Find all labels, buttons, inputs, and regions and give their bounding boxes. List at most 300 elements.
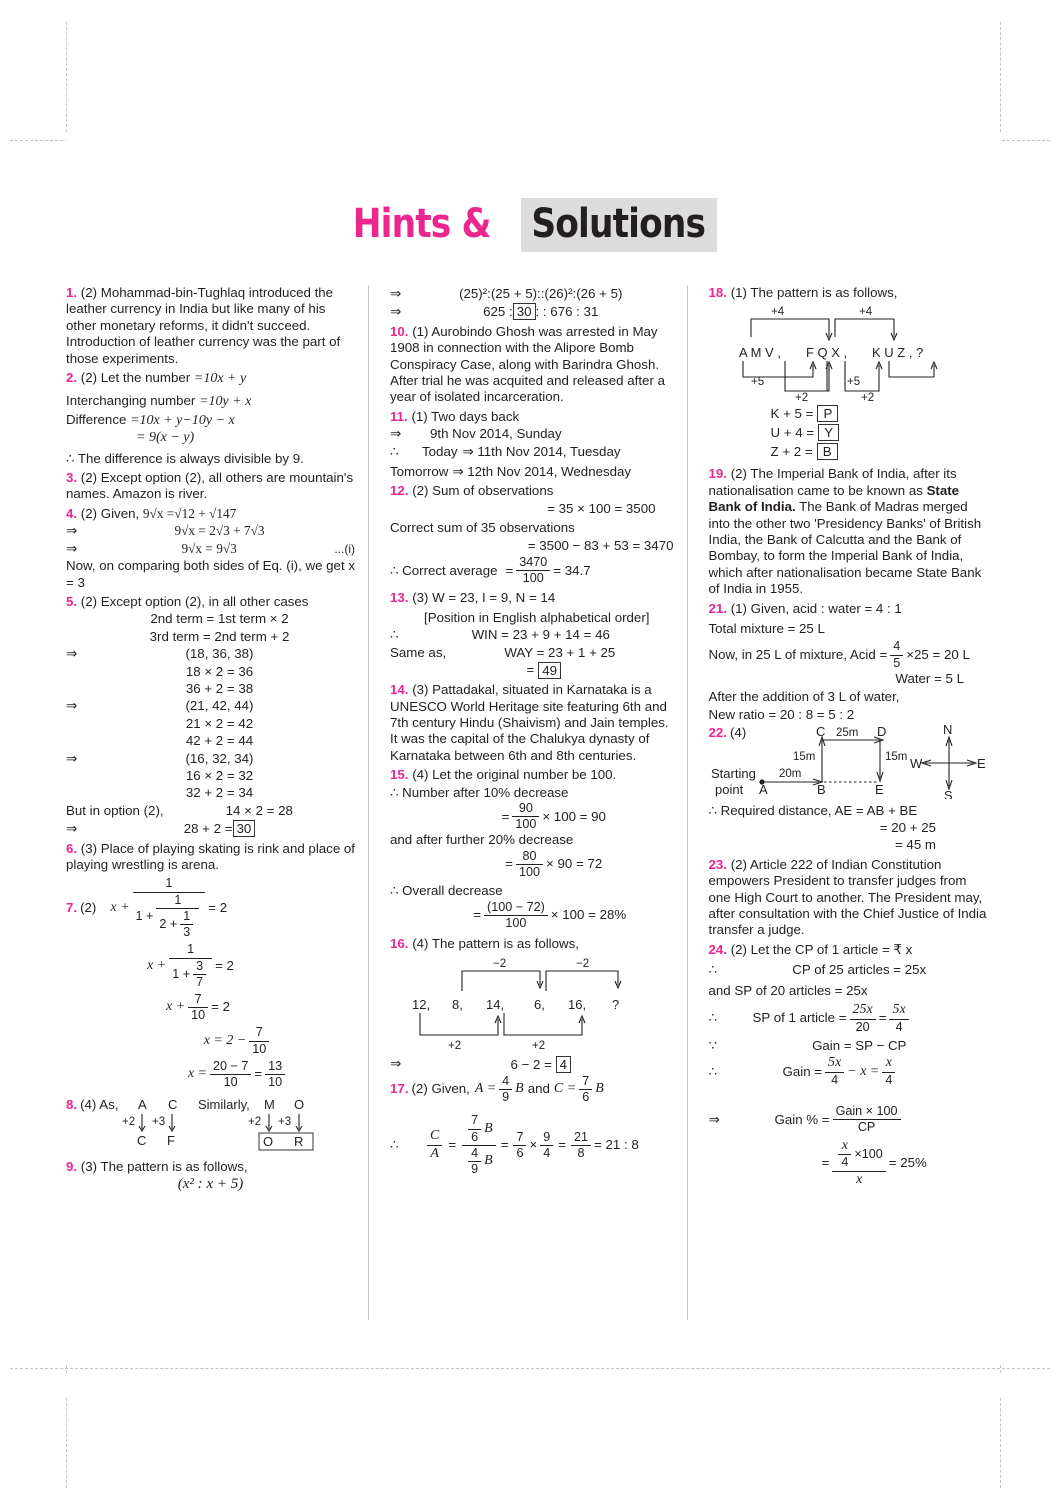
solution-7-eq5-num2: 13 bbox=[265, 1060, 285, 1075]
s8-step-plus3: +3 bbox=[152, 1115, 166, 1128]
solution-24-row8 bbox=[709, 1139, 993, 1188]
solution-5-answer-box: 30 bbox=[233, 820, 256, 837]
solution-11-line4a: Tomorrow bbox=[390, 464, 449, 480]
solution-12-eq3-num: 3470 bbox=[516, 556, 550, 571]
solution-2-conclusion: ∴ The difference is always divisible by 9. bbox=[66, 450, 304, 466]
solution-7-eq2-dwhole: 1 + bbox=[172, 966, 191, 981]
solution-15-line1: (4) Let the original number be 100. bbox=[412, 767, 617, 783]
implies-arrow: ⇒ bbox=[390, 1056, 402, 1072]
solution-5-step-text: (18, 36, 38) bbox=[185, 646, 254, 662]
solution-4-given: (2) Given, bbox=[80, 505, 140, 521]
solution-1-text: (2) Mohammad-bin-Tughlaq introduced the leather currency in India but like many of his other monetary reforms, it didn't succeed. Introduction of leather currency was the part of those experiments. bbox=[66, 285, 341, 366]
column-1 bbox=[66, 285, 364, 1355]
solution-7-eq5-frac2 bbox=[265, 1060, 285, 1089]
solution-17-C-frac bbox=[579, 1075, 592, 1104]
solution-24-eq4-num2: 5x bbox=[889, 1003, 908, 1020]
solution-9-pattern: (x² : x + 5) bbox=[177, 1176, 244, 1193]
implies-arrow: ⇒ bbox=[66, 523, 78, 539]
solution-2 bbox=[66, 370, 355, 387]
s22-label-C: C bbox=[815, 723, 825, 739]
because-symbol: ∵ bbox=[708, 1037, 717, 1053]
solution-17-times: × bbox=[529, 1137, 538, 1153]
s16-seq-5: ? bbox=[612, 996, 620, 1012]
s16-seq-2: 14, bbox=[486, 996, 505, 1012]
s18-group-1: A M V , bbox=[738, 345, 781, 361]
implies-arrow: ⇒ bbox=[390, 286, 402, 301]
solution-5-step-row bbox=[66, 751, 355, 767]
solution-15-eq2-rest: × 100 = 90 bbox=[542, 808, 606, 824]
solution-18-number: 18. bbox=[708, 285, 727, 300]
s16-bottom-label-1: +2 bbox=[448, 1039, 462, 1052]
solution-17-A: A = bbox=[474, 1081, 497, 1097]
s18-bottom-label-3: +5 bbox=[846, 376, 860, 389]
solution-21-frac bbox=[890, 640, 903, 669]
solution-21 bbox=[709, 601, 993, 617]
solution-16-diagram bbox=[390, 957, 674, 1052]
solution-24-row4 bbox=[709, 1003, 993, 1034]
s22-label-AB: 20m bbox=[778, 767, 801, 780]
solution-7-eq1-d2den bbox=[156, 909, 199, 939]
solution-7-eq4-num: 7 bbox=[249, 1026, 269, 1041]
solution-23-text: (2) Article 222 of Indian Constitution empowers President to transfer judges from one High Court to another. The President may, after consultation with the Chief Justice of India transfer a judge. bbox=[708, 856, 987, 938]
s8-step2-plus2: +2 bbox=[248, 1115, 262, 1128]
solution-8 bbox=[66, 1097, 355, 1154]
solution-18-answer-box: P bbox=[817, 405, 838, 422]
solution-24-eq4-num: 25x bbox=[850, 1003, 876, 1020]
solution-7-eq5-num: 20 − 7 bbox=[210, 1060, 251, 1075]
solution-13-row4 bbox=[390, 645, 674, 661]
solution-17-A-B: B bbox=[515, 1081, 524, 1097]
solution-2-line3-wrap bbox=[66, 412, 355, 429]
solution-7-eq1-d2den2den: 3 bbox=[183, 925, 191, 940]
solution-15-line3: and after further 20% decrease bbox=[390, 832, 574, 848]
solution-16-line1: (4) The pattern is as follows, bbox=[412, 936, 579, 952]
s8-answer-O: O bbox=[263, 1133, 274, 1149]
therefore-symbol: ∴ bbox=[390, 1137, 399, 1153]
solution-17-final: = 21 : 8 bbox=[594, 1137, 639, 1153]
solution-24-eq7-num: Gain × 100 bbox=[833, 1105, 901, 1120]
solution-18 bbox=[709, 285, 993, 301]
solution-16 bbox=[390, 936, 674, 952]
solution-9-answer-box: 30 bbox=[513, 303, 536, 320]
solution-16-result-row bbox=[390, 1056, 674, 1073]
therefore-symbol: ∴ bbox=[390, 443, 399, 459]
solution-24-eq7-den: CP bbox=[857, 1120, 876, 1135]
s16-seq-4: 16, bbox=[568, 996, 587, 1012]
solution-7-eq3-x: x + bbox=[165, 999, 186, 1015]
compass-rose bbox=[910, 724, 986, 799]
solution-21-line3a: Now, in 25 L of mixture, Acid = bbox=[708, 646, 888, 662]
solution-17-C-num: 7 bbox=[579, 1075, 592, 1090]
solution-15-eq2-eq: = bbox=[501, 808, 510, 824]
solution-24-eq4-den2: 4 bbox=[895, 1019, 903, 1034]
s16-seq-0: 12, bbox=[412, 996, 431, 1012]
solution-9-text: (3) The pattern is as follows, bbox=[80, 1158, 248, 1174]
solution-17-res2-d: 4 bbox=[543, 1145, 551, 1160]
therefore-symbol: ∴ bbox=[390, 627, 399, 643]
solution-12 bbox=[390, 483, 674, 499]
solution-12-eq2: = 3500 − 83 + 53 = 3470 bbox=[527, 537, 674, 553]
solution-7-eq1-d2num: 1 bbox=[156, 894, 199, 909]
solution-13-eq3: WIN = 23 + 9 + 14 = 46 bbox=[471, 627, 610, 643]
solutions-page bbox=[66, 140, 1001, 1365]
solution-24-row5 bbox=[709, 1038, 993, 1054]
solution-11-eq3a: Today bbox=[422, 443, 458, 459]
solution-7-eq3-den: 10 bbox=[191, 1008, 206, 1023]
solution-24-row7 bbox=[709, 1105, 993, 1134]
solution-7-eq1-frac bbox=[133, 877, 206, 939]
implies-arrow: ⇒ bbox=[66, 698, 78, 714]
solution-24-eq8-den: x bbox=[855, 1171, 863, 1187]
solution-21-line3b: ×25 = 20 L bbox=[906, 646, 970, 662]
solution-15-eq3-den: 100 bbox=[519, 865, 541, 880]
solution-17-res2-n: 9 bbox=[540, 1131, 553, 1146]
solution-22-diagram bbox=[709, 724, 993, 799]
solution-6-number: 6. bbox=[66, 840, 78, 856]
solution-7-eq5-frac1 bbox=[210, 1060, 251, 1089]
solution-5-step-text: 16 × 2 = 32 bbox=[185, 767, 254, 783]
solution-21-line6: New ratio = 20 : 8 = 5 : 2 bbox=[708, 706, 855, 722]
solution-13-line1: (3) W = 23, I = 9, N = 14 bbox=[412, 589, 556, 605]
page-title-hints: Hints & bbox=[352, 201, 491, 247]
solution-13-eq4: WAY = 23 + 1 + 25 bbox=[504, 644, 616, 660]
solution-7-eq2-x: x + bbox=[147, 957, 167, 973]
solution-24-eq4-frac2 bbox=[889, 1003, 908, 1034]
solution-5-step-row bbox=[66, 768, 355, 784]
solution-12-eq2-row bbox=[390, 538, 674, 554]
solution-17-C-den: 6 bbox=[582, 1090, 590, 1105]
solution-9-cont-eq1: (25)²:(25 + 5)::(26)²:(26 + 5) bbox=[459, 286, 623, 301]
solution-2-line1: (2) Let the number bbox=[80, 370, 191, 386]
solution-7-eq1-result: = 2 bbox=[208, 900, 228, 916]
s18-group-2: F Q X , bbox=[805, 345, 847, 361]
solution-24-line1: (2) Let the CP of 1 article = ₹ x bbox=[730, 941, 913, 957]
solution-5-step-text: (16, 32, 34) bbox=[185, 750, 254, 766]
solution-15-number: 15. bbox=[390, 767, 409, 783]
solution-15-eq3-num: 80 bbox=[516, 850, 543, 865]
solution-7 bbox=[66, 877, 355, 1089]
solution-24-eq4-eq: = bbox=[878, 1010, 887, 1026]
solution-2-line4-row bbox=[66, 430, 355, 446]
solution-5-step-row bbox=[66, 681, 355, 697]
page-title bbox=[351, 198, 749, 252]
solution-5-final-row bbox=[66, 820, 355, 837]
solution-24-eq4-frac1 bbox=[850, 1003, 876, 1034]
s18-bottom-label-2: +2 bbox=[794, 392, 808, 405]
solution-13-answer-box: 49 bbox=[538, 662, 561, 679]
solution-7-eq1-num: 1 bbox=[133, 877, 206, 892]
solution-11-eq3b: ⇒ 11th Nov 2014, Tuesday bbox=[462, 443, 621, 459]
solution-19-text2: The Bank of Madras merged into the other two 'Presidency Banks' of British India, the Bank of Calcutta and the Bank of Bombay, to form the Imperial Bank of India, which after nationalisation became State Bank of India in 1955. bbox=[708, 499, 982, 597]
s8-letter-M: M bbox=[264, 1096, 275, 1112]
crop-mark-right-vertical-3 bbox=[1000, 1398, 1001, 1488]
solution-9-pattern-row bbox=[66, 1176, 355, 1192]
solutions-columns bbox=[66, 285, 1001, 1355]
solution-4-eq-tag: ...(i) bbox=[334, 541, 355, 556]
column-3 bbox=[692, 285, 1002, 1355]
solution-18-diagram bbox=[709, 305, 993, 405]
solution-15-eq4-num: (100 − 72) bbox=[484, 901, 548, 916]
solution-17-A-num: 4 bbox=[499, 1075, 512, 1090]
solution-13-line2: [Position in English alphabetical order] bbox=[424, 609, 650, 625]
solution-17-res1-d: 6 bbox=[516, 1145, 524, 1160]
solution-15-eq4-eq: = bbox=[473, 907, 482, 923]
solution-24-number: 24. bbox=[708, 941, 727, 957]
solution-7-option: (2) bbox=[80, 900, 97, 916]
s22-label-CB: 15m bbox=[792, 750, 815, 763]
solution-5-number: 5. bbox=[66, 593, 78, 609]
solution-7-eq1-den bbox=[133, 893, 206, 940]
solution-15-line4: ∴ Overall decrease bbox=[390, 883, 503, 899]
solution-21-line5: After the addition of 3 L of water, bbox=[708, 689, 900, 705]
s16-seq-1: 8, bbox=[452, 996, 463, 1012]
solution-21-line1: (1) Given, acid : water = 4 : 1 bbox=[730, 600, 902, 616]
s16-top-label-2: −2 bbox=[576, 957, 590, 970]
solution-5 bbox=[66, 594, 355, 610]
implies-arrow: ⇒ bbox=[66, 750, 78, 766]
solution-7-eq1-d2den2num: 1 bbox=[180, 910, 193, 925]
solution-12-number: 12. bbox=[390, 483, 409, 499]
solution-17-big-num-b: B bbox=[484, 1120, 493, 1136]
s16-top-label-1: −2 bbox=[493, 957, 507, 970]
solution-24-eq6a: Gain = bbox=[782, 1063, 823, 1079]
page-title-solutions: Solutions bbox=[521, 198, 717, 252]
solution-9 bbox=[66, 1159, 355, 1175]
implies-arrow: ⇒ bbox=[390, 303, 402, 319]
solution-15-eq2-frac bbox=[512, 802, 539, 831]
solution-21-frac-num: 4 bbox=[890, 640, 903, 655]
column-divider-1 bbox=[368, 285, 369, 1320]
therefore-symbol: ∴ bbox=[708, 1010, 717, 1026]
solution-22-line2: = 20 + 25 bbox=[879, 819, 936, 835]
compass-east: E bbox=[976, 755, 986, 771]
solution-15-line2: ∴ Number after 10% decrease bbox=[390, 784, 569, 800]
solution-7-eq2-dnum: 3 bbox=[193, 960, 206, 975]
solution-7-eq1-d2den1: 2 + bbox=[159, 916, 178, 931]
solution-17-ratio-num: C bbox=[427, 1129, 442, 1146]
solution-5-step-row bbox=[66, 716, 355, 732]
solution-22-number: 22. bbox=[708, 725, 727, 741]
solution-2-line3: Difference bbox=[66, 411, 127, 427]
solution-5-step-text: 36 + 2 = 38 bbox=[185, 680, 254, 696]
solution-13 bbox=[390, 590, 674, 606]
solution-9-number: 9. bbox=[66, 1158, 78, 1174]
solution-7-eq3-num: 7 bbox=[188, 993, 208, 1008]
solution-2-line2-wrap bbox=[66, 393, 355, 410]
solution-15-eq4-row bbox=[390, 901, 674, 930]
compass-west: W bbox=[909, 755, 922, 771]
solution-5-step-row bbox=[66, 733, 355, 749]
solution-18-line1: (1) The pattern is as follows, bbox=[730, 285, 898, 300]
solution-1-number: 1. bbox=[66, 285, 78, 300]
solution-22-line2-row bbox=[709, 820, 993, 836]
solution-6-text: (3) Place of playing skating is rink and place of playing wrestling is arena. bbox=[66, 840, 356, 872]
s8-letter-F: F bbox=[167, 1132, 175, 1148]
solution-7-eq2-frac bbox=[169, 943, 212, 989]
crop-mark-right-vertical bbox=[1000, 22, 1001, 132]
solution-17-big-den-d: 9 bbox=[471, 1162, 479, 1177]
solution-15-eq3-eq: = bbox=[505, 856, 514, 872]
s22-start-line1: Starting bbox=[710, 765, 756, 781]
solution-12-line2: Correct sum of 35 observations bbox=[390, 520, 575, 536]
solution-7-eq1-inner2 bbox=[180, 910, 193, 939]
solution-18-equation-row bbox=[771, 424, 993, 441]
solution-4 bbox=[66, 506, 355, 522]
solution-8-option: (4) As, bbox=[80, 1097, 119, 1113]
solution-9-cont-eq2a: 625 : bbox=[483, 304, 513, 320]
solution-19-bold: State Bank of India. bbox=[708, 482, 960, 515]
solution-19-number: 19. bbox=[708, 466, 727, 482]
solution-13-number: 13. bbox=[390, 589, 409, 605]
solution-2-number: 2. bbox=[66, 370, 78, 386]
solution-17-res1-frac bbox=[513, 1131, 526, 1160]
solution-5-step-text: 3rd term = 2nd term + 2 bbox=[149, 628, 290, 644]
solution-19 bbox=[709, 466, 993, 597]
solution-4-eq2: 9√x = 9√3 bbox=[181, 540, 237, 556]
solution-11-line1: (1) Two days back bbox=[411, 408, 520, 424]
solution-13-row3 bbox=[390, 627, 674, 643]
solution-7-eq2-result: = 2 bbox=[215, 957, 234, 973]
solution-17-res3-eq: = bbox=[558, 1137, 567, 1153]
s22-label-A: A bbox=[758, 781, 768, 797]
solution-24-eq4-den: 20 bbox=[855, 1019, 870, 1034]
solution-9-cont-row2 bbox=[390, 303, 674, 320]
solution-17 bbox=[390, 1075, 674, 1176]
solution-24-eq8-topd: 4 bbox=[841, 1155, 849, 1170]
implies-arrow: ⇒ bbox=[66, 646, 78, 662]
solution-14-number: 14. bbox=[390, 682, 409, 698]
solution-24-eq6-num2: x bbox=[882, 1056, 895, 1073]
therefore-symbol: ∴ bbox=[708, 962, 717, 978]
s18-bottom-label-1: +5 bbox=[750, 376, 764, 389]
solution-5-step-row bbox=[66, 698, 355, 714]
solution-5-step-text: (21, 42, 44) bbox=[185, 698, 254, 714]
solution-17-eq: = bbox=[448, 1137, 457, 1153]
solution-15-eq2-den: 100 bbox=[515, 817, 537, 832]
solution-18-equation-left: U + 4 = bbox=[770, 424, 815, 440]
compass-south: S bbox=[943, 787, 953, 799]
solution-7-eq5-eq: = bbox=[254, 1066, 263, 1082]
solution-24-eq5: Gain = SP − CP bbox=[812, 1037, 907, 1053]
s8-letter-C-bot: C bbox=[137, 1132, 147, 1148]
solution-21-number: 21. bbox=[708, 600, 727, 616]
solution-15-eq4-den: 100 bbox=[505, 915, 527, 930]
solution-24-eq2: CP of 25 articles = 25x bbox=[792, 962, 927, 978]
solution-15 bbox=[390, 767, 674, 783]
solution-17-res3-frac bbox=[571, 1131, 591, 1160]
solution-14-text: (3) Pattadakal, situated in Karnataka is a UNESCO World Heritage site featuring 6th and 7th century Hindu (Shaivism) and Jain temples. It was the capital of the Chalukya dynasty of Karnataka between 6th and 8th centuries. bbox=[390, 682, 669, 763]
solution-11 bbox=[390, 409, 674, 425]
solution-5-step-row bbox=[66, 646, 355, 662]
solution-9-cont-eq2b: : : 676 : 31 bbox=[535, 304, 599, 320]
solution-7-eq4-x: x = 2 − bbox=[203, 1032, 247, 1048]
solution-12-line1: (2) Sum of observations bbox=[412, 483, 554, 499]
implies-arrow: ⇒ bbox=[708, 1111, 720, 1127]
solution-21-line3-row bbox=[709, 640, 993, 669]
solution-17-A-den: 9 bbox=[502, 1090, 510, 1105]
solution-16-number: 16. bbox=[390, 936, 409, 952]
solution-4-eq1: 9√x = 2√3 + 7√3 bbox=[174, 523, 265, 539]
solution-3 bbox=[66, 470, 355, 503]
solution-2-line1b: =10x + y bbox=[193, 371, 247, 387]
solution-13-line4: Same as, bbox=[390, 644, 447, 660]
solution-17-number: 17. bbox=[390, 1081, 409, 1097]
solution-24-eq7-frac bbox=[833, 1105, 901, 1134]
solution-24-eq8-topr: ×100 bbox=[854, 1146, 883, 1161]
solution-5-step-row bbox=[66, 664, 355, 680]
crop-mark-bottom-horizontal bbox=[10, 1368, 1050, 1369]
s22-label-B: B bbox=[816, 781, 826, 797]
solution-7-eq1-d1: 1 + bbox=[135, 908, 154, 923]
solution-18-equation-row bbox=[771, 443, 993, 460]
solution-7-eq3-result: = 2 bbox=[211, 999, 231, 1015]
solution-21-frac-den: 5 bbox=[893, 655, 901, 670]
s8-similarly: Similarly, bbox=[198, 1096, 250, 1112]
solution-24-eq8-res: = 25% bbox=[888, 1154, 927, 1170]
solution-7-eq1-x: x + bbox=[110, 900, 130, 916]
solution-1 bbox=[66, 285, 355, 367]
solution-11-row4 bbox=[390, 464, 674, 480]
solution-17-res1-n: 7 bbox=[513, 1131, 526, 1146]
solution-11-number: 11. bbox=[390, 408, 408, 424]
solution-7-eq1-inner bbox=[156, 894, 199, 940]
solution-7-eq2-dden: 7 bbox=[196, 974, 204, 989]
solution-4-eq0: 9√x =√12 + √147 bbox=[142, 505, 237, 521]
solution-24-eq8-top bbox=[832, 1139, 885, 1172]
s8-letter-A: A bbox=[138, 1096, 147, 1112]
solution-24-eq6-num: 5x bbox=[825, 1056, 844, 1073]
s22-label-E: E bbox=[874, 781, 884, 797]
solution-7-eq5-den: 10 bbox=[223, 1075, 238, 1090]
s8-answer-R: R bbox=[294, 1133, 304, 1149]
solution-15-eq4-frac bbox=[484, 901, 548, 930]
solution-7-eq2-den bbox=[169, 959, 212, 989]
solution-12-eq3-row bbox=[390, 556, 674, 585]
solution-24-eq6-frac1 bbox=[825, 1056, 844, 1087]
solution-10-number: 10. bbox=[390, 323, 409, 339]
s18-top-label-1: +4 bbox=[770, 306, 784, 319]
implies-arrow: ⇒ bbox=[390, 426, 402, 442]
compass-north: N bbox=[942, 723, 952, 737]
solution-17-big-den-frac bbox=[468, 1147, 481, 1176]
solution-24-eq4a: SP of 1 article = bbox=[752, 1010, 847, 1026]
solution-24-eq8-frac bbox=[832, 1139, 885, 1188]
solution-16-answer-box: 4 bbox=[556, 1056, 571, 1073]
s16-bottom-label-2: +2 bbox=[532, 1039, 546, 1052]
solution-24-eq7a: Gain % = bbox=[774, 1111, 830, 1127]
solution-9-cont-row1 bbox=[390, 286, 674, 302]
s8-step2-plus3: +3 bbox=[278, 1115, 292, 1128]
solution-18-answer-box: B bbox=[817, 443, 838, 460]
s8-step-plus2: +2 bbox=[122, 1115, 136, 1128]
solution-23 bbox=[709, 857, 993, 939]
column-divider-2 bbox=[687, 285, 688, 1320]
solution-22-line3: = 45 m bbox=[894, 837, 936, 853]
solution-24-row2 bbox=[709, 962, 993, 978]
solution-8-number: 8. bbox=[66, 1097, 78, 1113]
solution-17-res2-frac bbox=[540, 1131, 553, 1160]
solution-14 bbox=[390, 682, 674, 764]
solution-22-line3-row bbox=[709, 837, 993, 853]
solution-10 bbox=[390, 324, 674, 406]
crop-mark-left-vertical bbox=[66, 22, 67, 132]
solution-24-line3: and SP of 20 articles = 25x bbox=[708, 982, 868, 998]
solution-24-eq6-den2: 4 bbox=[885, 1073, 893, 1087]
solution-2-line2b: =10y + x bbox=[199, 394, 252, 410]
solution-18-equation-left: K + 5 = bbox=[770, 405, 814, 421]
solution-24 bbox=[709, 942, 993, 958]
solution-5-step-text: 2nd term = 1st term × 2 bbox=[150, 611, 289, 627]
